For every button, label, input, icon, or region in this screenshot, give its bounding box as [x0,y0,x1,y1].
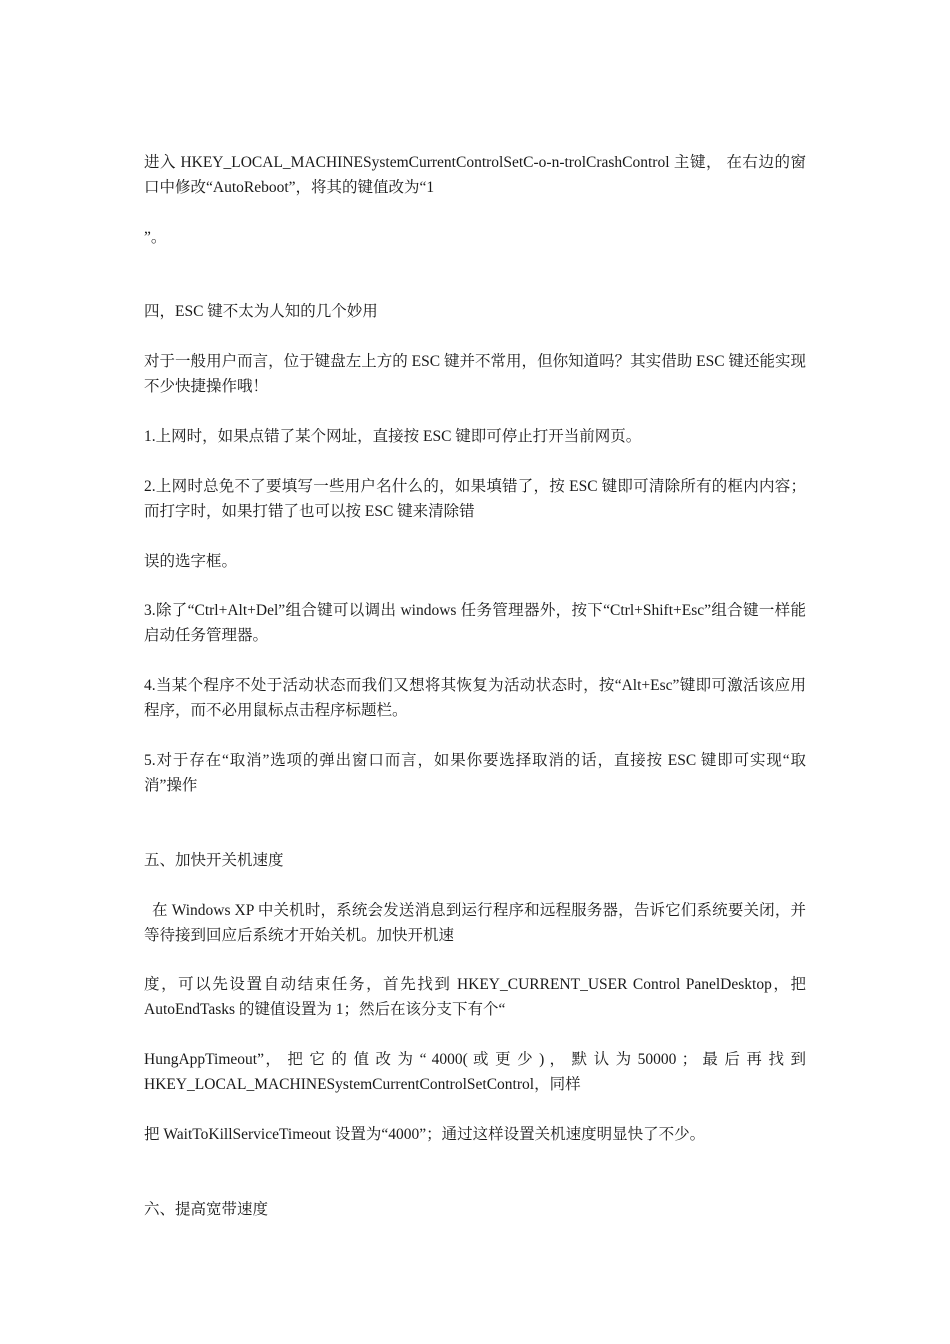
paragraph-esc-tip-2-end: 误的选字框。 [144,553,238,570]
heading-section-5: 五、加快开关机速度 [144,852,284,869]
paragraph-esc-tip-2: 2.上网时总免不了要填写一些用户名什么的，如果填错了，按 ESC 键即可清除所有的框内内容；而打字时，如果打错了也可以按 ESC 键来清除错 [144,478,806,520]
paragraph-shutdown-autoendtasks: 度，可以先设置自动结束任务，首先找到 HKEY_CURRENT_USER Control PanelDesktop，把 AutoEndTasks 的键值设置为 1；然后在该分支下有个“ [144,976,806,1018]
paragraph-shutdown-waittokill: 把 WaitToKillServiceTimeout 设置为“4000”；通过这样设置关机速度明显快了不少。 [144,1126,706,1143]
paragraph-autoreboot-end: ”。 [144,229,167,246]
heading-section-6: 六、提高宽带速度 [144,1201,269,1218]
paragraph-shutdown-intro: 在 Windows XP 中关机时，系统会发送消息到运行程序和远程服务器，告诉它们系统要关闭，并等待接到回应后系统才开始关机。加快开机速 [144,902,806,944]
paragraph-shutdown-hungapp: HungAppTimeout”， 把 它 的 值 改 为 “ 4000( 或 更 少 ) ， 默 认 为 50000 ； 最 后 再 找 到 HKEY_LOCAL_MACHINESystemCurrentControlSetControl，同样 [144,1051,806,1093]
paragraph-esc-tip-4: 4.当某个程序不处于活动状态而我们又想将其恢复为活动状态时，按“Alt+Esc”键即可激活该应用程序，而不必用鼠标点击程序标题栏。 [144,677,806,719]
paragraph-autoreboot: 进入 HKEY_LOCAL_MACHINESystemCurrentControlSetC-o-n-trolCrashControl 主键， 在右边的窗口中修改“AutoReboot”，将其的键值改为“1 [144,154,806,196]
heading-section-4: 四，ESC 键不太为人知的几个妙用 [144,303,378,320]
paragraph-esc-tip-1: 1.上网时，如果点错了某个网址，直接按 ESC 键即可停止打开当前网页。 [144,428,642,445]
paragraph-esc-tip-5: 5.对于存在“取消”选项的弹出窗口而言，如果你要选择取消的话，直接按 ESC 键即可实现“取消”操作 [144,752,806,794]
paragraph-esc-tip-3: 3.除了“Ctrl+Alt+Del”组合键可以调出 windows 任务管理器外，按下“Ctrl+Shift+Esc”组合键一样能启动任务管理器。 [144,602,806,644]
paragraph-esc-intro: 对于一般用户而言，位于键盘左上方的 ESC 键并不常用，但你知道吗？其实借助 ESC 键还能实现不少快捷操作哦！ [144,353,806,395]
